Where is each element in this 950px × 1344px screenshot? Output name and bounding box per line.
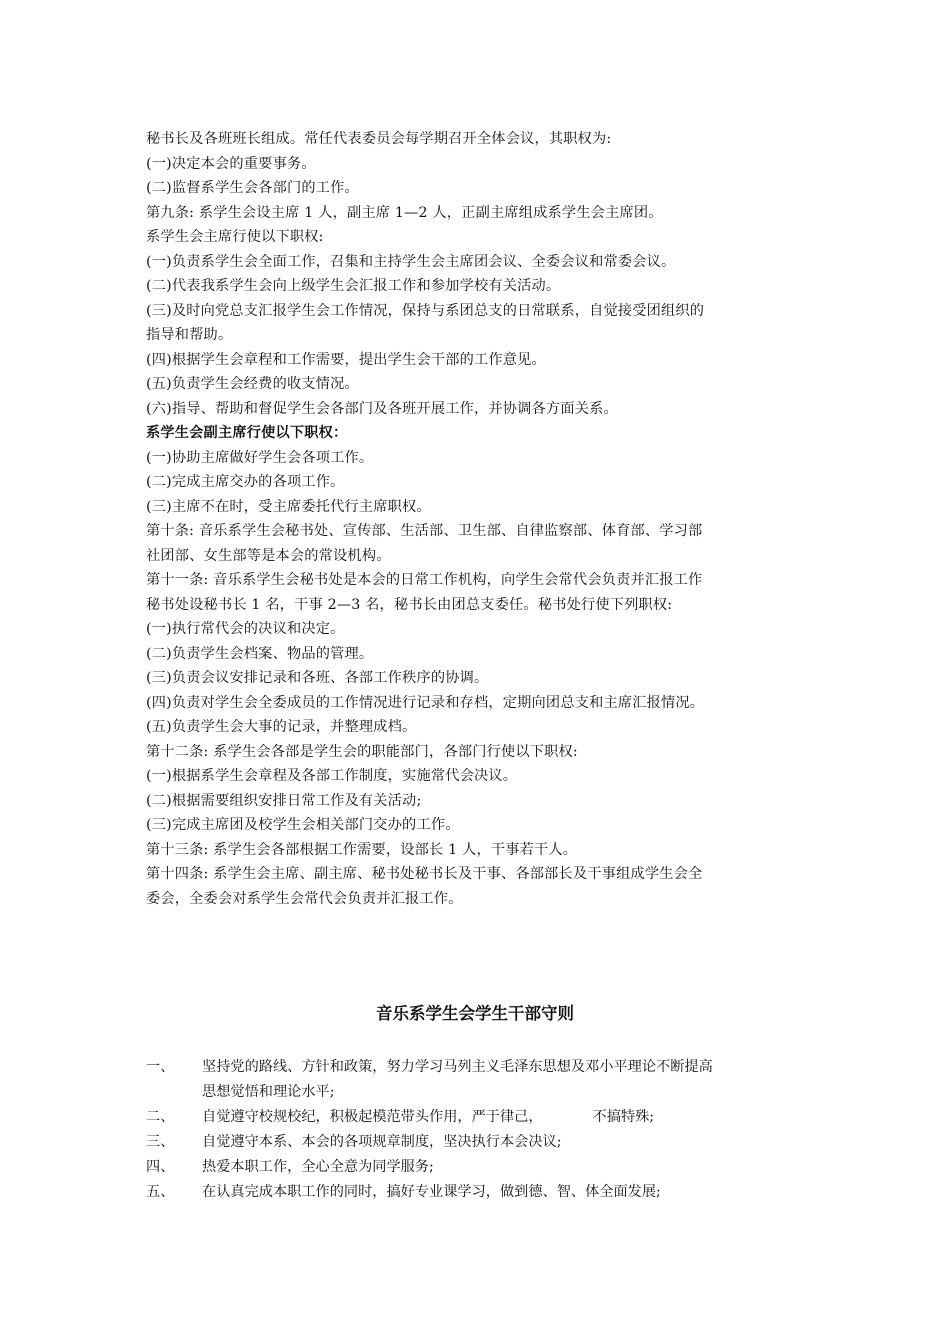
paragraph-line: (一)根据系学生会章程及各部工作制度，实施常代会决议。 (146, 768, 518, 784)
rule-text: 自觉遵守本系、本会的各项规章制度，坚决执行本会决议; (202, 1134, 562, 1150)
charter-body (146, 127, 826, 911)
paragraph-line: 指导和帮助。 (146, 327, 233, 343)
paragraph-line: (二)负责学生会档案、物品的管理。 (146, 645, 374, 662)
paragraph-line: (五)负责学生会大事的记录，并整理成档。 (146, 719, 417, 735)
paragraph-line: (一)负责系学生会全面工作，召集和主持学生会主席团会议、全委会议和常委会议。 (146, 253, 676, 270)
paragraph-line: (一)决定本会的重要事务。 (146, 155, 316, 172)
rule-text: 热爱本职工作，全心全意为同学服务; (202, 1159, 434, 1175)
paragraph-line: (二)代表我系学生会向上级学生会汇报工作和参加学校有关活动。 (146, 278, 561, 294)
vice-chair-heading: 系学生会副主席行使以下职权： (146, 425, 348, 441)
rule-item (146, 1155, 826, 1180)
rule-text: 思想觉悟和理论水平; (202, 1084, 335, 1100)
rule-text: 坚持党的路线、方针和政策，努力学习马列主义毛泽东思想及邓小平理论不断提高 (202, 1059, 713, 1075)
rule-text: 在认真完成本职工作的同时，搞好专业课学习，做到德、智、体全面发展; (202, 1184, 661, 1200)
rule-number: 二、 (146, 1109, 175, 1125)
rule-item (146, 1130, 826, 1155)
rule-text-tail: 不搞特殊; (592, 1109, 655, 1125)
paragraph-line: 系学生会主席行使以下职权: (146, 229, 324, 245)
rule-number: 四、 (146, 1159, 175, 1175)
article-9-line: 第九条: 系学生会设主席 1 人，副主席 1—2 人，正副主席组成系学生会主席团。 (146, 204, 663, 221)
article-13-line: 第十三条: 系学生会各部根据工作需要，设部长 1 人，干事若干人。 (146, 841, 578, 858)
paragraph-line: (六)指导、帮助和督促学生会各部门及各班开展工作，并协调各方面关系。 (146, 400, 618, 417)
paragraph-line: (一)执行常代会的决议和决定。 (146, 621, 345, 637)
rule-number: 一、 (146, 1059, 175, 1075)
paragraph-line: (三)完成主席团及校学生会相关部门交办的工作。 (146, 817, 460, 833)
paragraph-line: 秘书处设秘书长 1 名，干事 2—3 名，秘书长由团总支委任。秘书处行使下列职权: (146, 596, 673, 613)
paragraph-line: (三)主席不在时，受主席委托代行主席职权。 (146, 498, 431, 515)
paragraph-line: (五)负责学生会经费的收支情况。 (146, 376, 359, 392)
rule-item (146, 1105, 826, 1130)
article-11-line: 第十一条: 音乐系学生会秘书处是本会的日常工作机构，向学生会常代会负责并汇报工作 (146, 572, 703, 588)
rule-text-wrap (202, 1105, 654, 1130)
paragraph-line: (三)及时向党总支汇报学生会工作情况，保持与系团总支的日常联系，自觉接受团组织的 (146, 302, 705, 319)
paragraph-line: (三)负责会议安排记录和各班、各部工作秩序的协调。 (146, 670, 489, 686)
paragraph-line: (二)监督系学生会各部门的工作。 (146, 180, 359, 196)
rule-item (146, 1055, 826, 1080)
paragraph-line: (四)根据学生会章程和工作需要，提出学生会干部的工作意见。 (146, 351, 546, 368)
rule-number: 五、 (146, 1184, 175, 1200)
article-12-line: 第十二条: 系学生会各部是学生会的职能部门，各部门行使以下职权: (146, 743, 578, 760)
section-title: 音乐系学生会学生干部守则 (376, 1004, 574, 1023)
paragraph-line: (二)根据需要组织安排日常工作及有关活动; (146, 792, 422, 809)
paragraph-line: (二)完成主席交办的各项工作。 (146, 474, 345, 490)
paragraph-line: 社团部、女生部等是本会的常设机构。 (146, 547, 391, 564)
paragraph-line: (一)协助主席做好学生会各项工作。 (146, 449, 374, 466)
rule-item (146, 1080, 826, 1105)
paragraph-line: 秘书长及各班班长组成。常任代表委员会每学期召开全体会议，其职权为: (146, 131, 612, 147)
article-14-line: 第十四条: 系学生会主席、副主席、秘书处秘书长及干事、各部部长及干事组成学生会全 (146, 866, 703, 882)
paragraph-line: 委会，全委会对系学生会常代会负责并汇报工作。 (146, 890, 463, 907)
paragraph-line: (四)负责对学生会全委成员的工作情况进行记录和存档，定期向团总支和主席汇报情况。 (146, 694, 705, 711)
article-10-line: 第十条: 音乐系学生会秘书处、宣传部、生活部、卫生部、自律监察部、体育部、学习部 (146, 523, 703, 539)
rule-number: 三、 (146, 1134, 175, 1150)
rule-item (146, 1180, 826, 1205)
rule-text: 自觉遵守校规校纪，积极起模范带头作用，严于律己， (202, 1109, 543, 1125)
